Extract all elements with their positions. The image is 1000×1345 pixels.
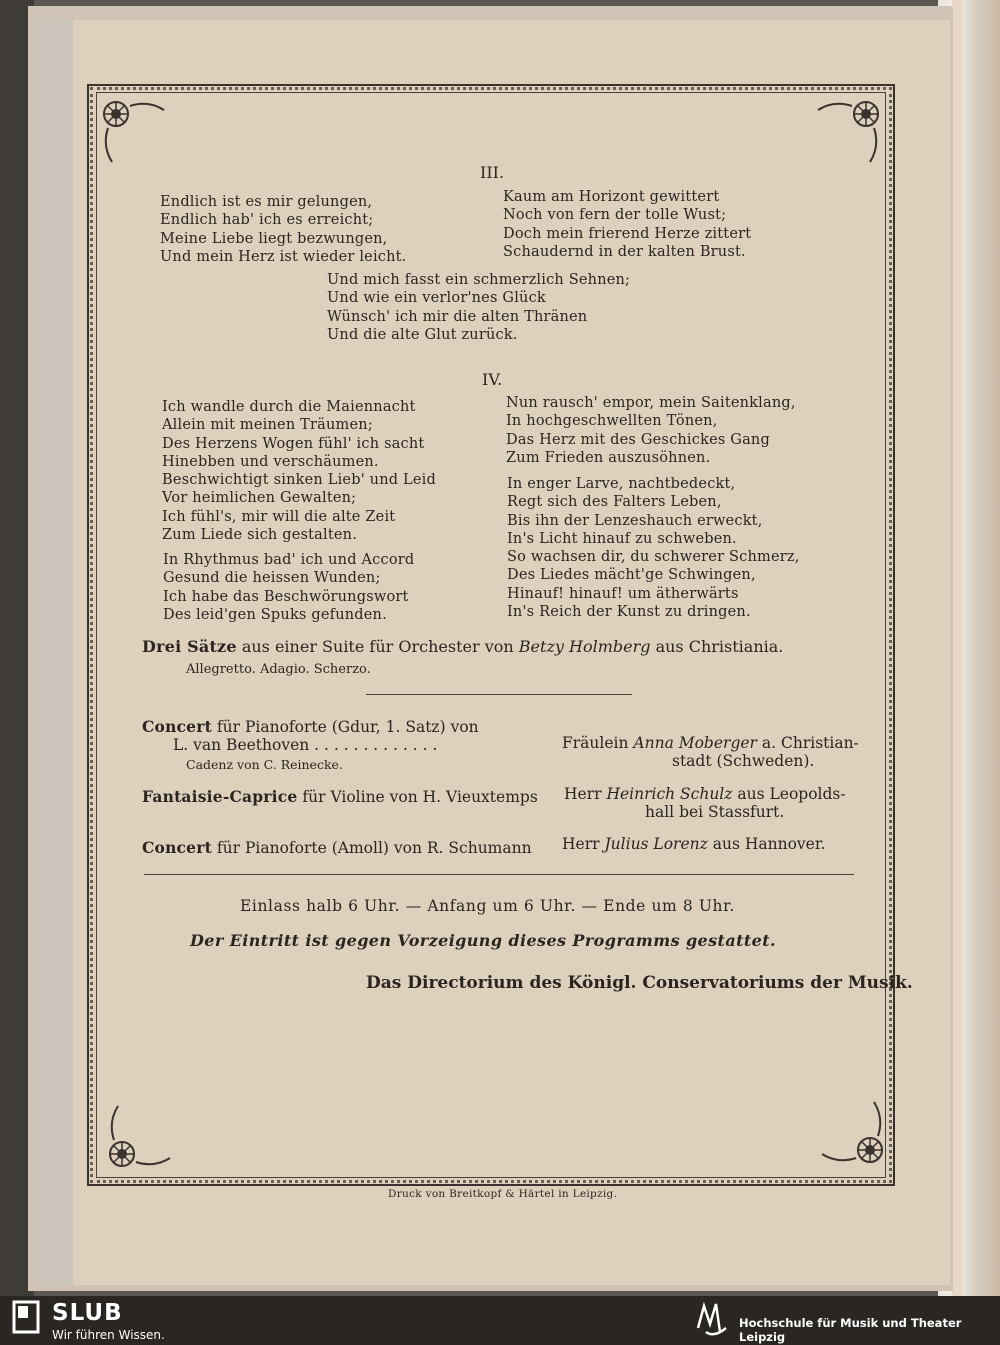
poem-line: Ich fühl's, mir will die alte Zeit <box>162 508 396 525</box>
poem-iii-center-stanza <box>327 271 630 344</box>
poem-line: Meine Liebe liegt bezwungen, <box>160 230 388 247</box>
poem-line: Gesund die heissen Wunden; <box>163 570 381 587</box>
poem-line: Das Herz mit des Geschickes Gang <box>506 431 770 448</box>
performer-origin-line2: stadt (Schweden). <box>672 752 815 770</box>
poem-iv-right-stanza-2 <box>507 475 800 621</box>
poem-line: Endlich hab' ich es erreicht; <box>160 212 374 229</box>
poem-line: Und mich fasst ein schmerzlich Sehnen; <box>327 272 631 288</box>
performer-name: Heinrich Schulz <box>606 785 733 803</box>
poem-line: Allein mit meinen Träumen; <box>162 417 373 434</box>
signature-line: Das Directorium des Königl. Conservatoriums der Musik. <box>366 973 913 993</box>
poem-line: Wünsch' ich mir die alten Thränen <box>327 308 588 325</box>
corner-ornament-icon <box>818 1098 888 1168</box>
poem-line: Des Herzens Wogen fühl' ich sacht <box>162 435 425 452</box>
corner-ornament-icon <box>814 96 884 166</box>
poem-line: Hinauf! hinauf! um ätherwärts <box>507 585 739 602</box>
binding-strip <box>35 20 73 1285</box>
poem-iv-left-stanza-1 <box>162 398 436 544</box>
cadenza-line: Cadenz von C. Reinecke. <box>186 757 343 772</box>
poem-line: Schaudernd in der kalten Brust. <box>503 243 746 260</box>
performer-line <box>562 835 825 853</box>
performer-origin-line2: hall bei Stassfurt. <box>645 803 785 821</box>
performer-origin: aus Leopolds- <box>737 785 846 803</box>
corner-ornament-icon <box>98 96 168 166</box>
poem-line: So wachsen dir, du schwerer Schmerz, <box>507 549 800 566</box>
slub-tagline: Wir führen Wissen. <box>52 1328 165 1342</box>
section-iv-numeral: IV. <box>482 370 503 389</box>
corner-ornament-icon <box>104 1102 174 1172</box>
poem-line: In Rhythmus bad' ich und Accord <box>163 552 415 568</box>
program-item-title: Drei Sätze <box>142 637 237 656</box>
program-item-title: Concert <box>142 838 212 857</box>
hmt-logo-icon <box>694 1298 730 1342</box>
poem-line: In's Licht hinauf zu schweben. <box>507 530 737 547</box>
composer-name: Betzy Holmberg <box>518 637 651 656</box>
poem-line: Doch mein frierend Herze zittert <box>503 225 752 242</box>
poem-line: Des Liedes mächt'ge Schwingen, <box>507 567 756 584</box>
poem-line: Vor heimlichen Gewalten; <box>162 490 357 507</box>
program-item-title: Fantaisie-Caprice <box>142 787 298 806</box>
poem-line: Endlich ist es mir gelungen, <box>160 194 373 210</box>
institution-name: Hochschule für Musik und Theater Leipzig <box>739 1316 962 1344</box>
performer-line <box>562 734 859 752</box>
composer-line: L. van Beethoven . . . . . . . . . . . . . <box>173 736 438 754</box>
poem-line: Zum Frieden auszusöhnen. <box>506 449 711 466</box>
program-item-text: aus Christiania. <box>655 637 784 656</box>
section-iii-numeral: III. <box>480 163 505 182</box>
poem-line: Und mein Herz ist wieder leicht. <box>160 248 407 265</box>
poem-line: In enger Larve, nachtbedeckt, <box>507 476 736 492</box>
poem-line: In hochgeschwellten Tönen, <box>506 413 718 430</box>
performer-name: Julius Lorenz <box>604 835 708 853</box>
program-item-suite <box>142 637 783 656</box>
poem-line: Zum Liede sich gestalten. <box>162 527 358 544</box>
program-item-schumann <box>142 838 532 857</box>
program-item-text: für Violine von H. Vieuxtemps <box>302 788 538 806</box>
program-item-text: für Pianoforte (Amoll) von R. Schumann <box>216 839 532 857</box>
divider <box>366 694 632 695</box>
program-item-text: aus einer Suite für Orchester von <box>241 637 514 656</box>
performer-name: Anna Moberger <box>633 734 757 752</box>
poem-line: Nun rausch' empor, mein Saitenklang, <box>506 395 796 411</box>
performer-title: Fräulein <box>562 734 629 752</box>
poem-line: Hinebben und verschäumen. <box>162 453 379 470</box>
poem-line: Beschwichtigt sinken Lieb' und Leid <box>162 472 436 489</box>
poem-line: Des leid'gen Spuks gefunden. <box>163 606 387 623</box>
divider <box>144 874 854 875</box>
poem-line: Regt sich des Falters Leben, <box>507 494 722 511</box>
poem-iii-right-stanza <box>503 188 751 261</box>
movements-line: Allegretto. Adagio. Scherzo. <box>186 662 371 677</box>
poem-line: Kaum am Horizont gewittert <box>503 189 720 205</box>
printer-imprint: Druck von Breitkopf & Härtel in Leipzig. <box>388 1188 618 1200</box>
performer-origin: a. Christian- <box>761 734 859 752</box>
slub-logo-text: SLUB <box>52 1300 123 1326</box>
slub-logo-icon <box>12 1300 40 1334</box>
admission-notice: Der Eintritt ist gegen Vorzeigung dieses Programms gestattet. <box>190 931 777 950</box>
poem-iv-right-stanza-1 <box>506 394 796 467</box>
poem-line: In's Reich der Kunst zu dringen. <box>507 604 751 621</box>
poem-line: Und die alte Glut zurück. <box>327 326 518 343</box>
performer-line <box>564 785 846 803</box>
program-item-title: Concert <box>142 717 212 736</box>
performer-title: Herr <box>562 835 600 853</box>
times-notice: Einlass halb 6 Uhr. — Anfang um 6 Uhr. — Ende um 8 Uhr. <box>240 897 735 915</box>
performer-title: Herr <box>564 785 602 803</box>
program-item-beethoven <box>142 717 479 736</box>
poem-line: Ich wandle durch die Maiennacht <box>162 399 416 415</box>
poem-line: Und wie ein verlor'nes Glück <box>327 290 546 307</box>
poem-line: Ich habe das Beschwörungswort <box>163 588 409 605</box>
poem-iv-left-stanza-2 <box>163 551 414 624</box>
poem-line: Noch von fern der tolle Wust; <box>503 207 727 224</box>
program-item-text: für Pianoforte (Gdur, 1. Satz) von <box>216 718 479 736</box>
program-item-vieuxtemps <box>142 787 538 806</box>
performer-origin: aus Hannover. <box>712 835 826 853</box>
page-edge-band <box>952 0 962 1296</box>
poem-line: Bis ihn der Lenzeshauch erweckt, <box>507 512 763 529</box>
poem-iii-left-stanza <box>160 193 406 266</box>
